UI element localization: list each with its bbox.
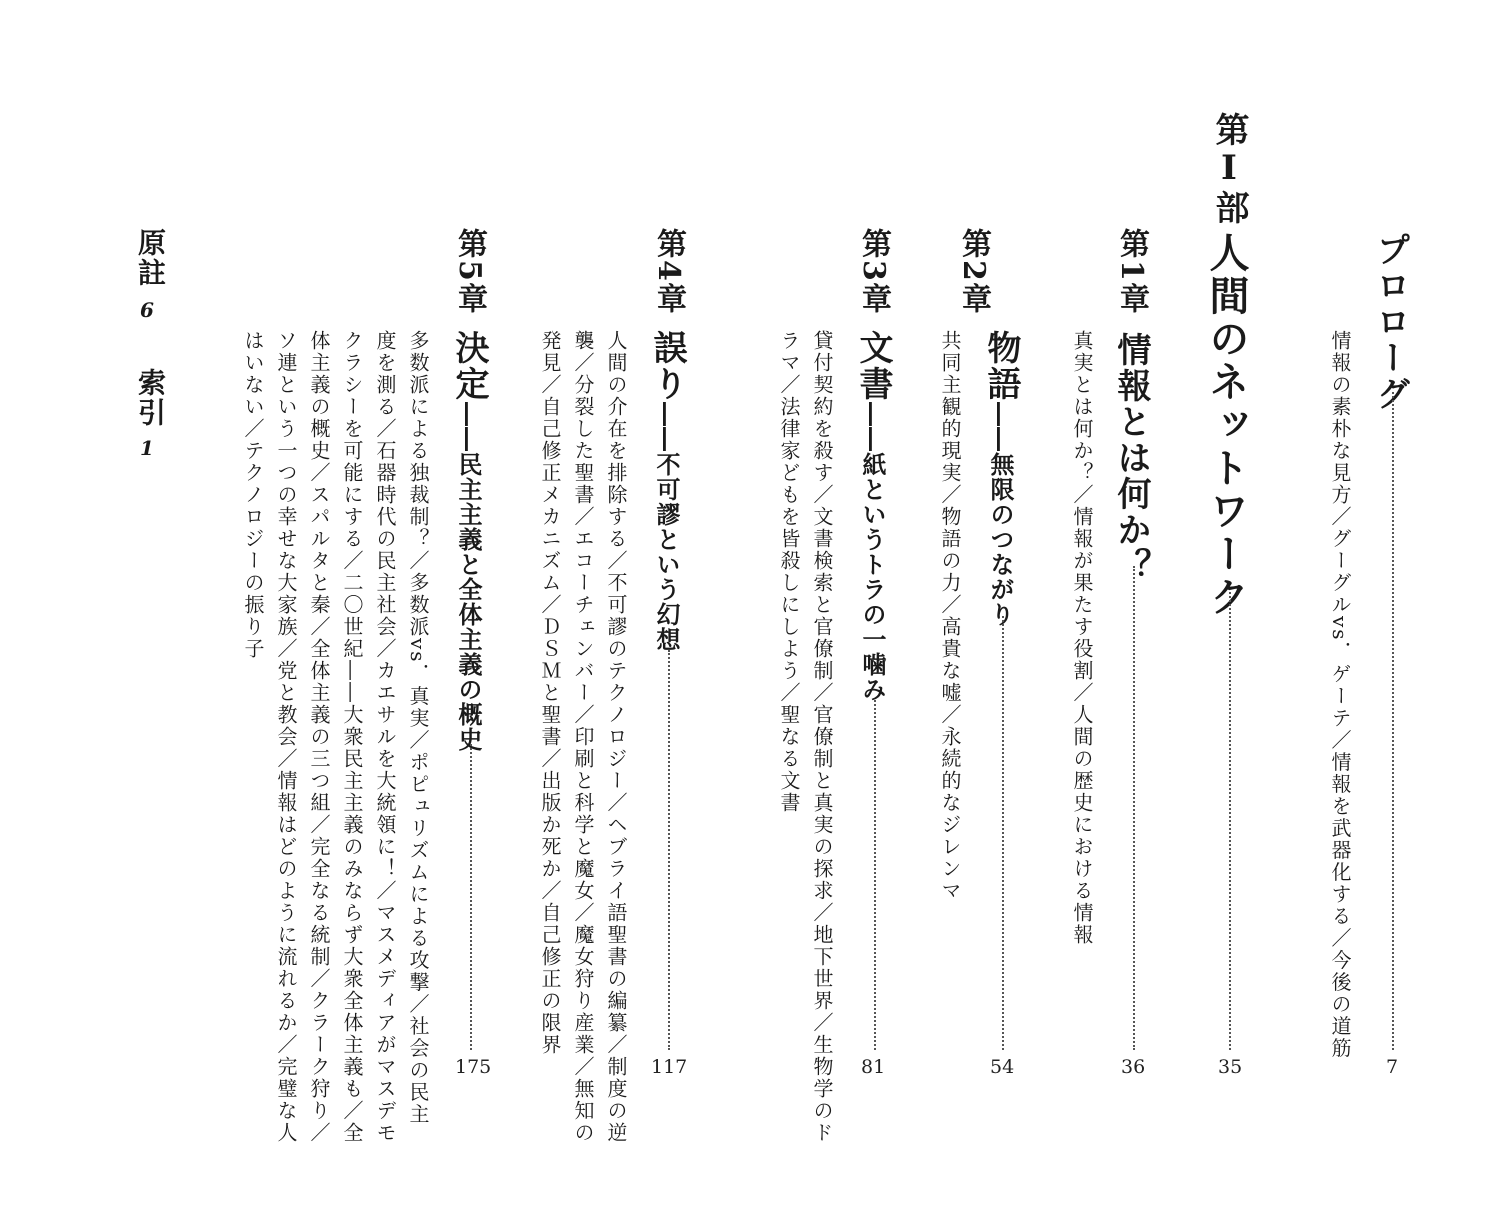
chapter-2-title[interactable]: 物語 [981, 330, 1021, 402]
notes-label[interactable]: 原註 [134, 228, 167, 288]
chapter-5-summary-line: 度を測る／石器時代の民主社会／カエサルを大統領に！／マスメディアがマスデモ [373, 330, 397, 1144]
chapter-4-page-number[interactable]: 117 [651, 1056, 688, 1078]
chapter-2-page-number[interactable]: 54 [990, 1056, 1015, 1078]
notes-page-number[interactable]: 6 [140, 298, 154, 322]
chapter-3-label: 第3章 [856, 228, 891, 315]
prologue-title[interactable]: プロローグ [1370, 232, 1410, 412]
chapter-3-page-number[interactable]: 81 [861, 1056, 886, 1078]
part-title[interactable]: 人間のネットワーク [1203, 232, 1250, 619]
chapter-2-leader-dots [1002, 616, 1004, 1050]
chapter-4-leader-dots [668, 650, 670, 1050]
chapter-5-label: 第5章 [452, 228, 487, 315]
chapter-2-label: 第2章 [956, 228, 991, 315]
chapter-5-summary-line: ソ連という一つの幸せな大家族／党と教会／情報はどのように流れるか／完璧な人 [274, 330, 298, 1144]
prologue-leader-dots [1392, 392, 1394, 1050]
chapter-4-title[interactable]: 誤り [647, 330, 687, 402]
chapter-3-subtitle: ――紙というトラの一噛み [858, 402, 887, 702]
chapter-5-subtitle: ――民主主義と全体主義の概史 [454, 402, 483, 752]
index-label[interactable]: 索引 [134, 368, 167, 428]
chapter-4-summary-line: 発見／自己修正メカニズム／ＤＳＭと聖書／出版か死か／自己修正の限界 [538, 330, 562, 1056]
chapter-1-title[interactable]: 情報とは何か？ [1111, 332, 1151, 584]
chapter-3-title[interactable]: 文書 [853, 330, 893, 402]
part-label: 第Ⅰ部 [1209, 112, 1249, 226]
chapter-5-summary-line: 体主義の概史／スパルタと秦／全体主義の三つ組／完全なる統制／クラーク狩り／ [307, 330, 331, 1144]
chapter-4-subtitle: ――不可謬という幻想 [652, 402, 681, 652]
chapter-1-summary: 真実とは何か？／情報が果たす役割／人間の歴史における情報 [1070, 330, 1094, 946]
chapter-1-leader-dots [1133, 566, 1135, 1050]
chapter-5-summary-line: 多数派による独裁制？／多数派vs．真実／ポピュリズムによる攻撃／社会の民主 [406, 330, 430, 1126]
part-page-number[interactable]: 35 [1218, 1056, 1243, 1078]
chapter-2-subtitle: ――無限のつながり [986, 402, 1015, 627]
chapter-5-summary-line: クラシーを可能にする／二〇世紀――大衆民主主義のみならず大衆全体主義も／全 [340, 330, 364, 1144]
chapter-4-label: 第4章 [651, 228, 686, 315]
prologue-page-number[interactable]: 7 [1386, 1056, 1399, 1078]
chapter-3-summary-line: ラマ／法律家どもを皆殺しにしよう／聖なる文書 [777, 330, 801, 814]
chapter-4-summary-line: 人間の介在を排除する／不可謬のテクノロジー／ヘブライ語聖書の編纂／制度の逆 [604, 330, 628, 1144]
chapter-1-label: 第1章 [1114, 228, 1149, 315]
chapter-5-page-number[interactable]: 175 [455, 1056, 492, 1078]
chapter-1-page-number[interactable]: 36 [1121, 1056, 1146, 1078]
part-leader-dots [1229, 592, 1231, 1050]
chapter-5-title[interactable]: 決定 [449, 330, 489, 402]
chapter-3-summary-line: 貸付契約を殺す／文書検索と官僚制／官僚制と真実の探求／地下世界／生物学のド [810, 330, 834, 1144]
chapter-5-leader-dots [470, 744, 472, 1050]
index-page-number[interactable]: 1 [140, 436, 154, 460]
chapter-4-summary-line: 襲／分裂した聖書／エコーチェンバー／印刷と科学と魔女／魔女狩り産業／無知の [571, 330, 595, 1144]
chapter-2-summary: 共同主観的現実／物語の力／高貴な嘘／永続的なジレンマ [938, 330, 962, 902]
prologue-summary: 情報の素朴な見方／グーグルvs．ゲーテ／情報を武器化する／今後の道筋 [1328, 330, 1352, 1060]
chapter-3-leader-dots [874, 700, 876, 1050]
chapter-5-summary-line: はいない／テクノロジーの振り子 [241, 330, 265, 660]
